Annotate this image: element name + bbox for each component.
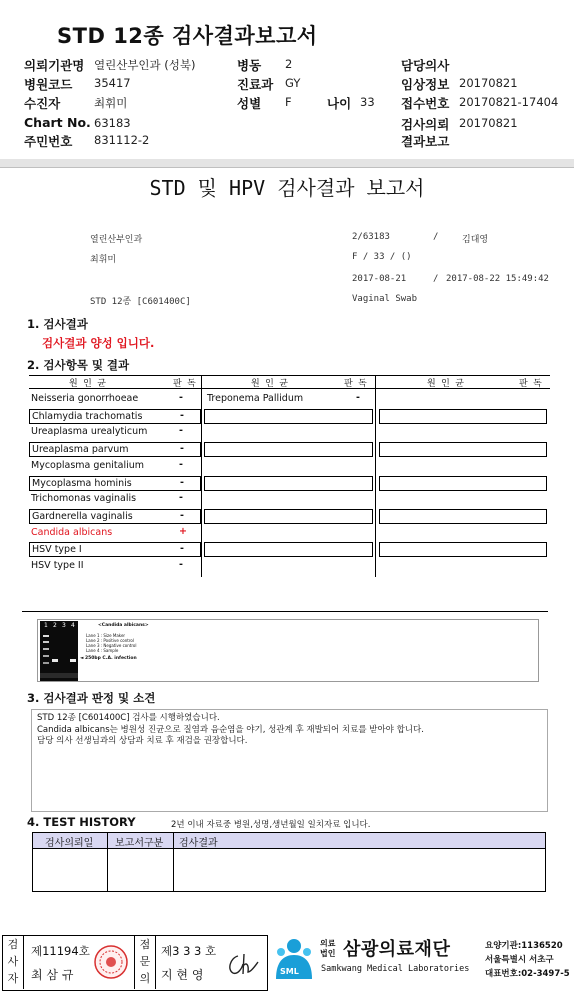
- value-chart-no: 63183: [94, 116, 131, 130]
- empty-result-cell: [379, 409, 547, 424]
- findings-line: Candida albicans는 병원성 진균으로 질염과 음순염을 야기, 성관계 후 재발되어 치료를 받아야 합니다.: [37, 724, 424, 735]
- corp-tag-line: 의료: [320, 939, 336, 948]
- gel-band-label: ◄ 250bp C.A. infection: [80, 656, 137, 661]
- report-patient: 최휘미: [90, 255, 117, 265]
- result-row: [29, 526, 201, 541]
- pathogen-result: -: [180, 509, 184, 521]
- history-divider-2: [173, 833, 174, 891]
- pathogen-result: +: [179, 525, 187, 537]
- col1-judge-header: 판 독: [173, 379, 196, 389]
- col2-judge-header: 판 독: [344, 379, 367, 389]
- inspector-name: 최 삼 규: [31, 968, 74, 982]
- empty-result-cell: [204, 542, 373, 557]
- empty-result-cell: [379, 476, 547, 491]
- label-patient: 수진자: [24, 96, 61, 111]
- corp-tag-line: 법인: [320, 949, 336, 958]
- test-history-header: [33, 833, 545, 849]
- pathogen-result: -: [179, 559, 183, 570]
- empty-result-cell: [379, 509, 547, 524]
- col2-pathogen-header: 원 인 균: [251, 379, 288, 389]
- value-clinical-info: 20170821: [459, 76, 518, 90]
- checker-name: 지 현 영: [161, 968, 204, 982]
- label-requesting-org: 의뢰기관명: [24, 58, 85, 73]
- signature-box: [2, 935, 268, 991]
- inspector-label-char: 검: [7, 938, 19, 951]
- checker-label-char: 점: [139, 938, 151, 951]
- pathogen-name: Gardnerella vaginalis: [32, 510, 133, 522]
- report-sex-age: F / 33 / (): [352, 252, 412, 262]
- col3-pathogen-header: 원 인 균: [427, 379, 464, 389]
- pathogen-name: Ureaplasma urealyticum: [31, 426, 148, 438]
- label-test-request: 검사의뢰: [401, 117, 450, 132]
- empty-result-cell: [204, 409, 373, 424]
- inspector-label-char: 자: [7, 972, 19, 985]
- col2-row-result: -: [356, 392, 360, 403]
- history-col-report-type: 보고서구분: [115, 838, 164, 849]
- pathogen-name: Ureaplasma parvum: [32, 444, 129, 456]
- pathogen-name: HSV type I: [32, 544, 82, 556]
- result-row: [29, 492, 201, 507]
- test-history-table: [32, 832, 546, 892]
- label-clinical-info: 임상정보: [401, 77, 450, 92]
- result-row: [29, 442, 201, 457]
- value-sex: F: [285, 95, 292, 109]
- findings-box: [31, 709, 548, 812]
- result-row: [29, 409, 201, 424]
- empty-result-cell: [204, 442, 373, 457]
- value-resident-no: 831112-2: [94, 133, 150, 147]
- gel-legend: [86, 633, 136, 653]
- label-doctor: 담당의사: [401, 58, 450, 73]
- checker-label: [134, 936, 156, 989]
- gel-lane-4-label: 4: [71, 622, 75, 629]
- org-name: 삼광의료재단: [343, 939, 451, 960]
- pathogen-name: Candida albicans: [31, 526, 113, 538]
- pathogen-result: -: [179, 392, 183, 403]
- report-test-code: STD 12종 [C601400C]: [90, 297, 191, 307]
- column-divider-1: [201, 375, 202, 577]
- history-col-result: 검사결과: [179, 838, 218, 849]
- history-divider-1: [107, 833, 108, 891]
- pathogen-name: Mycoplasma hominis: [32, 477, 132, 489]
- inspector-license-no: 제11194호: [31, 944, 90, 958]
- gel-legend-line: Lane 2 : Positive control: [86, 638, 134, 643]
- value-patient: 최휘미: [94, 96, 128, 110]
- pathogen-result: -: [179, 492, 183, 504]
- gel-image: [40, 621, 78, 681]
- pathogen-result: -: [179, 425, 183, 437]
- report-specimen: Vaginal Swab: [352, 294, 418, 304]
- empty-result-cell: [379, 442, 547, 457]
- checker-label-char: 의: [139, 972, 151, 985]
- value-requesting-org: 열린산부인과 (성북): [94, 58, 196, 72]
- label-sex: 성별: [237, 96, 262, 111]
- label-age: 나이: [327, 96, 352, 111]
- section1-title: 1. 검사결과: [27, 317, 88, 331]
- inspector-seal-icon: [93, 944, 129, 980]
- report-title: STD 및 HPV 검사결과 보고서: [149, 176, 425, 200]
- empty-result-cell: [379, 542, 547, 557]
- gel-legend-line: Lane 4 : Sample: [86, 648, 119, 653]
- org-name-en: Samkwang Medical Laboratories: [321, 964, 470, 974]
- org-info-line: 대표번호:02-3497-5: [485, 969, 570, 979]
- report-doctor: 김대영: [462, 235, 489, 245]
- empty-result-cell: [204, 476, 373, 491]
- gel-lane-1-label: 1: [44, 622, 48, 629]
- pathogen-result: -: [180, 409, 184, 421]
- column-divider-2: [375, 375, 376, 577]
- label-ward: 병동: [237, 58, 262, 73]
- label-department: 진료과: [237, 77, 274, 92]
- result-row: [29, 476, 201, 491]
- checker-signature-icon: [224, 950, 262, 980]
- section4-title: 4. TEST HISTORY: [27, 815, 136, 829]
- gel-legend-line: Lane 1 : Size Maker: [86, 633, 126, 638]
- report-date-reported: 2017-08-22 15:49:42: [446, 274, 549, 284]
- value-ward: 2: [285, 57, 293, 71]
- value-hospital-code: 35417: [94, 76, 131, 90]
- label-chart-no: Chart No.: [24, 115, 91, 130]
- gel-lane-3-label: 3: [62, 622, 66, 629]
- report-hospital: 열린산부인과: [90, 235, 143, 245]
- result-row: [29, 509, 201, 524]
- value-receipt-no: 20170821-17404: [459, 95, 559, 109]
- org-info-line: 서울특별시 서초구: [485, 955, 554, 965]
- value-age: 33: [360, 95, 375, 109]
- pathogen-name: Mycoplasma genitalium: [31, 459, 145, 471]
- sml-logo-text: SML: [280, 967, 299, 976]
- gel-bands: [40, 621, 78, 681]
- section1-result: 검사결과 양성 입니다.: [42, 336, 155, 350]
- report-chart-no: 2/63183: [352, 232, 390, 242]
- pathogen-name: Chlamydia trachomatis: [32, 410, 143, 422]
- org-info-line: 요양기관:1136520: [485, 941, 563, 951]
- report-date-received: 2017-08-21: [352, 274, 407, 284]
- result-row: [29, 559, 201, 574]
- gel-caption: <Candida albicans>: [98, 623, 149, 628]
- label-receipt-no: 접수번호: [401, 96, 450, 111]
- history-col-request-date: 검사의뢰일: [45, 838, 94, 849]
- org-info: [485, 939, 570, 981]
- col1-pathogen-header: 원 인 균: [69, 379, 106, 389]
- label-hospital-code: 병원코드: [24, 77, 73, 92]
- gel-lane-2-label: 2: [53, 622, 57, 629]
- inspector-label: [3, 936, 24, 989]
- findings-line: 담당 의사 선생님과의 상담과 치료 후 재검을 권장합니다.: [37, 736, 248, 746]
- empty-result-cell: [204, 509, 373, 524]
- findings-line: STD 12종 [C601400C] 검사를 시행하였습니다.: [37, 713, 220, 723]
- col3-judge-header: 판 독: [519, 379, 542, 389]
- label-resident-no: 주민번호: [24, 134, 73, 149]
- pathogen-name: HSV type II: [31, 560, 84, 571]
- report-slash-1: /: [433, 232, 439, 242]
- checker-label-char: 문: [139, 955, 151, 968]
- pathogen-result: -: [180, 443, 184, 455]
- results-table-header: [29, 375, 550, 389]
- value-department: GY: [285, 76, 301, 90]
- pathogen-name: Trichomonas vaginalis: [31, 493, 137, 505]
- pathogen-result: -: [180, 476, 184, 488]
- col2-row-name: Treponema Pallidum: [207, 393, 304, 404]
- results-table-bottom-rule: [22, 611, 548, 612]
- value-test-request: 20170821: [459, 116, 518, 130]
- result-row: [29, 425, 201, 440]
- corp-tag: [320, 939, 335, 959]
- report-slash-2: /: [433, 274, 439, 284]
- section3-title: 3. 검사결과 판정 및 소견: [27, 691, 156, 705]
- pathogen-result: -: [180, 543, 184, 555]
- section4-note: 2년 이내 자료중 병원,성명,생년월일 일치자료 입니다.: [171, 820, 371, 830]
- result-row: [29, 392, 201, 407]
- pathogen-name: Neisseria gonorrhoeae: [31, 393, 139, 404]
- label-result-report: 결과보고: [401, 134, 450, 149]
- result-row: [29, 459, 201, 474]
- inspector-label-char: 사: [7, 955, 19, 968]
- gel-electrophoresis-panel: [37, 619, 539, 682]
- header-separator: [0, 159, 574, 167]
- report-main-title: STD 12종 검사결과보고서: [57, 24, 318, 48]
- section2-title: 2. 검사항목 및 결과: [27, 358, 130, 372]
- footer: [0, 933, 574, 1000]
- checker-license-no: 제3 3 3 호: [161, 944, 217, 958]
- pathogen-result: -: [179, 458, 183, 470]
- result-row: [29, 542, 201, 557]
- header-separator-line: [0, 167, 574, 168]
- gel-legend-line: Lane 3 : Negative control: [86, 643, 137, 648]
